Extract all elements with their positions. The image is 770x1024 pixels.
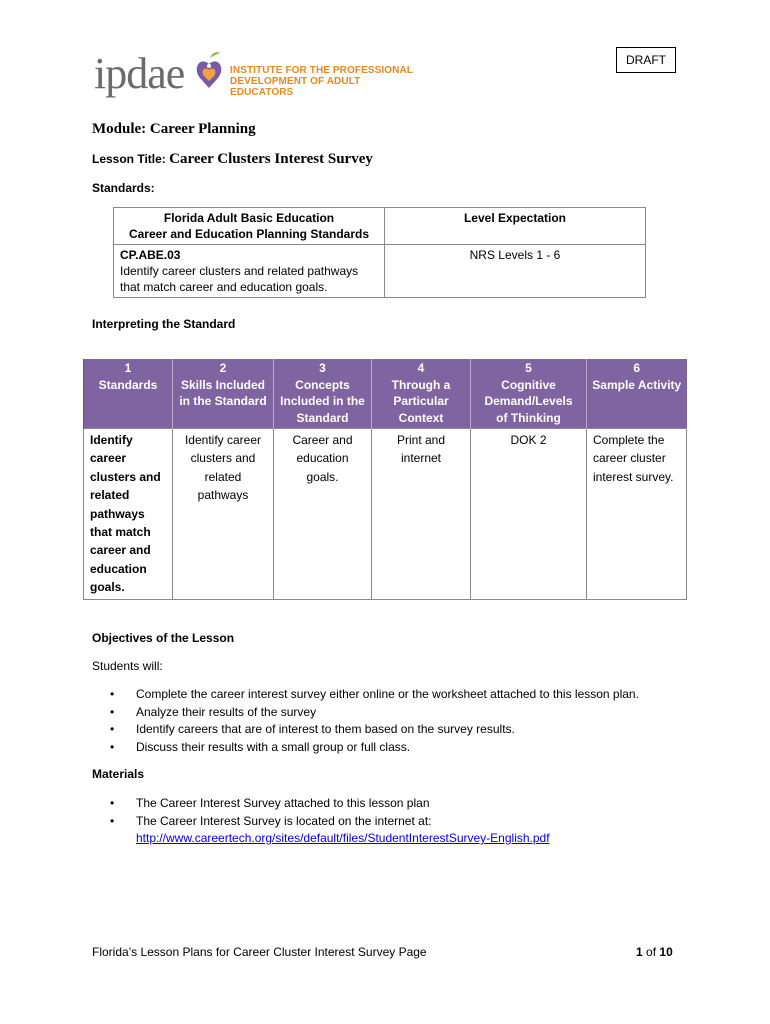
apple-heart-icon <box>194 50 224 94</box>
footer-text: Florida’s Lesson Plans for Career Cluster Interest Survey Page <box>92 945 427 959</box>
materials-heading: Materials <box>92 767 145 781</box>
page-number: 1 of 10 <box>636 945 673 959</box>
cell-activity: Complete the career cluster interest survey. <box>587 429 687 600</box>
lesson-title <box>92 151 373 168</box>
standard-description-1: Identify career clusters and related pathways <box>120 264 359 278</box>
cell-concepts: Career and education goals. <box>274 429 372 600</box>
level-expectation-header: Level Expectation <box>385 208 646 245</box>
survey-link[interactable]: http://www.careertech.org/sites/default/files/StudentInterestSurvey-English.pdf <box>136 831 550 845</box>
interpreting-heading: Interpreting the Standard <box>92 317 236 331</box>
module-title: Module: Career Planning <box>92 121 256 137</box>
cell-standards: Identify career clusters and related pathways that match career and education goals. <box>84 429 173 600</box>
standard-description-2: that match career and education goals. <box>120 280 328 294</box>
col-header-skills: 2 Skills Included in the Standard <box>173 359 274 429</box>
objectives-heading: Objectives of the Lesson <box>92 631 235 645</box>
list-item: • The Career Interest Survey attached to this lesson plan <box>110 795 550 813</box>
list-item: • Discuss their results with a small group or full class. <box>110 739 639 757</box>
cell-skills: Identify career clusters and related pathways <box>173 429 274 600</box>
interpreting-header-row <box>84 359 687 429</box>
interpreting-row <box>84 429 687 600</box>
standard-code: CP.ABE.03 <box>120 248 181 262</box>
standards-table <box>113 207 646 298</box>
col-header-context: 4 Through a Particular Context <box>372 359 471 429</box>
materials-list <box>110 795 550 848</box>
standards-col1-header: Florida Adult Basic Education Career and Education Planning Standards <box>114 208 385 245</box>
col-header-concepts: 3 Concepts Included in the Standard <box>274 359 372 429</box>
ipdae-logo <box>94 46 414 106</box>
cell-cognitive: DOK 2 <box>471 429 587 600</box>
list-item: • Identify careers that are of interest to them based on the survey results. <box>110 721 639 739</box>
list-item: • The Career Interest Survey is located on the internet at: http://www.careertech.org/sites/default/files/StudentInterestSurvey-English.pdf <box>110 813 550 848</box>
draft-stamp: DRAFT <box>616 47 676 73</box>
col-header-activity: 6 Sample Activity <box>587 359 687 429</box>
objectives-list <box>110 686 639 756</box>
lesson-title-label: Lesson Title: <box>92 152 166 166</box>
col-header-cognitive: 5 Cognitive Demand/Levels of Thinking <box>471 359 587 429</box>
logo-subtitle: INSTITUTE FOR THE PROFESSIONAL DEVELOPMENT OF ADULT EDUCATORS <box>230 65 414 98</box>
objectives-intro: Students will: <box>92 659 163 673</box>
logo-wordmark: ipdae <box>94 49 185 98</box>
standard-cell <box>114 245 385 298</box>
lesson-title-text: Career Clusters Interest Survey <box>169 151 373 167</box>
col-header-standards: 1 Standards <box>84 359 173 429</box>
list-item: • Complete the career interest survey either online or the worksheet attached to this lesson plan. <box>110 686 639 704</box>
standards-heading: Standards: <box>92 181 155 195</box>
list-item: • Analyze their results of the survey <box>110 704 639 722</box>
cell-context: Print and internet <box>372 429 471 600</box>
level-expectation-value: NRS Levels 1 - 6 <box>385 245 646 298</box>
interpreting-table <box>83 359 687 600</box>
